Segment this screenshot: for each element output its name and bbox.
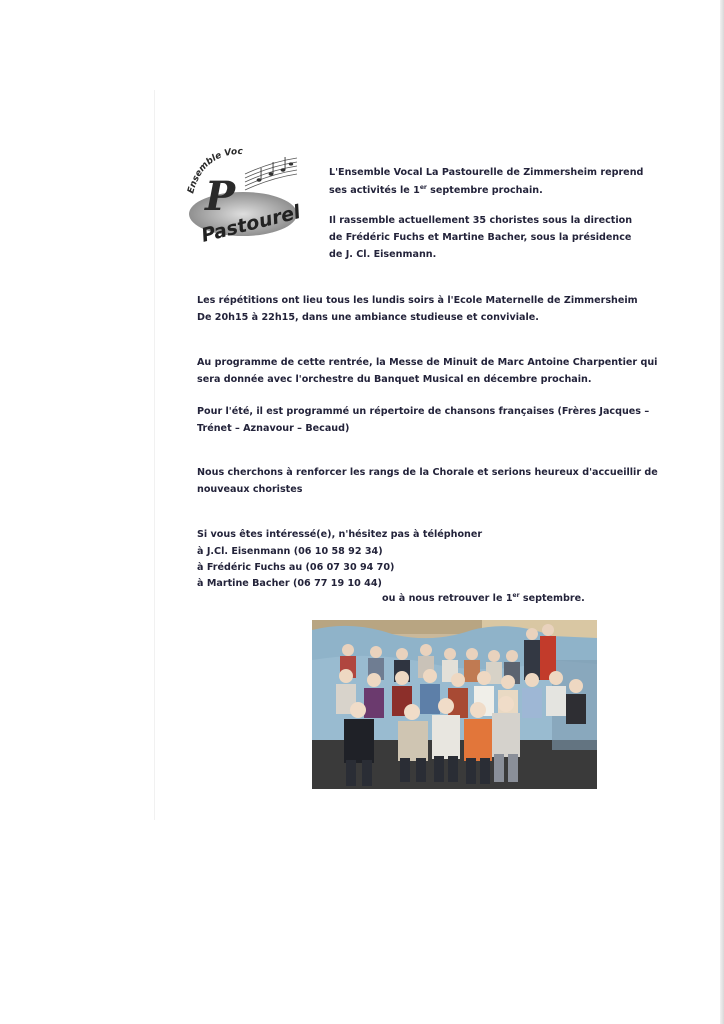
intro-line-2 — [329, 182, 543, 200]
intro-line-3: Il rassemble actuellement 35 choristes sous la direction — [329, 215, 633, 226]
program-line-2: sera donnée avec l'orchestre du Banquet Musical en décembre prochain. — [197, 374, 592, 385]
program-line-1: Au programme de cette rentrée, la Messe de Minuit de Marc Antoine Charpentier qui — [197, 357, 658, 368]
choir-photo-graphic — [312, 620, 597, 789]
music-notes-icon — [257, 157, 294, 182]
scan-shadow-left — [154, 90, 155, 820]
logo-initial: P — [205, 173, 236, 220]
choir-group-photo — [312, 620, 597, 789]
logo-main-text: Pastourelle — [199, 196, 301, 244]
logo-graphic — [183, 148, 301, 244]
logo-top-text: Ensemble Voc — [186, 148, 243, 195]
contact-line-5-sup: er — [512, 591, 520, 599]
contact-line-4: à Martine Bacher (06 77 19 10 44) — [197, 578, 382, 589]
summer-line-2: Trénet – Aznavour – Becaud) — [197, 423, 350, 434]
contact-line-2: à J.Cl. Eisenmann (06 10 58 92 34) — [197, 546, 383, 557]
intro-line-4: de Frédéric Fuchs et Martine Bacher, sous la présidence — [329, 232, 632, 243]
recruit-line-2: nouveaux choristes — [197, 484, 303, 495]
contact-line-5 — [382, 590, 585, 608]
intro-line-5: de J. Cl. Eisenmann. — [329, 249, 437, 260]
rehearsals-line-1: Les répétitions ont lieu tous les lundis soirs à l'Ecole Maternelle de Zimmersheim — [197, 295, 638, 306]
contact-line-1: Si vous êtes intéressé(e), n'hésitez pas à téléphoner — [197, 529, 483, 540]
contact-line-5-text: ou à nous retrouver le 1 — [382, 593, 513, 604]
contact-line-5-end: septembre. — [519, 593, 585, 604]
pastourelle-logo — [183, 148, 301, 244]
contact-line-3: à Frédéric Fuchs au (06 07 30 94 70) — [197, 562, 395, 573]
intro-line-1: L'Ensemble Vocal La Pastourelle de Zimmersheim reprend — [329, 167, 644, 178]
intro-line-2-sup: er — [419, 183, 427, 191]
intro-line-2-end: septembre prochain. — [426, 185, 543, 196]
scan-shadow-right — [720, 0, 724, 1024]
intro-line-2-text: ses activités le 1 — [329, 185, 420, 196]
rehearsals-line-2: De 20h15 à 22h15, dans une ambiance studieuse et conviviale. — [197, 312, 539, 323]
summer-line-1: Pour l'été, il est programmé un répertoire de chansons françaises (Frères Jacques – — [197, 406, 650, 417]
recruit-line-1: Nous cherchons à renforcer les rangs de la Chorale et serions heureux d'accueillir de — [197, 467, 658, 478]
